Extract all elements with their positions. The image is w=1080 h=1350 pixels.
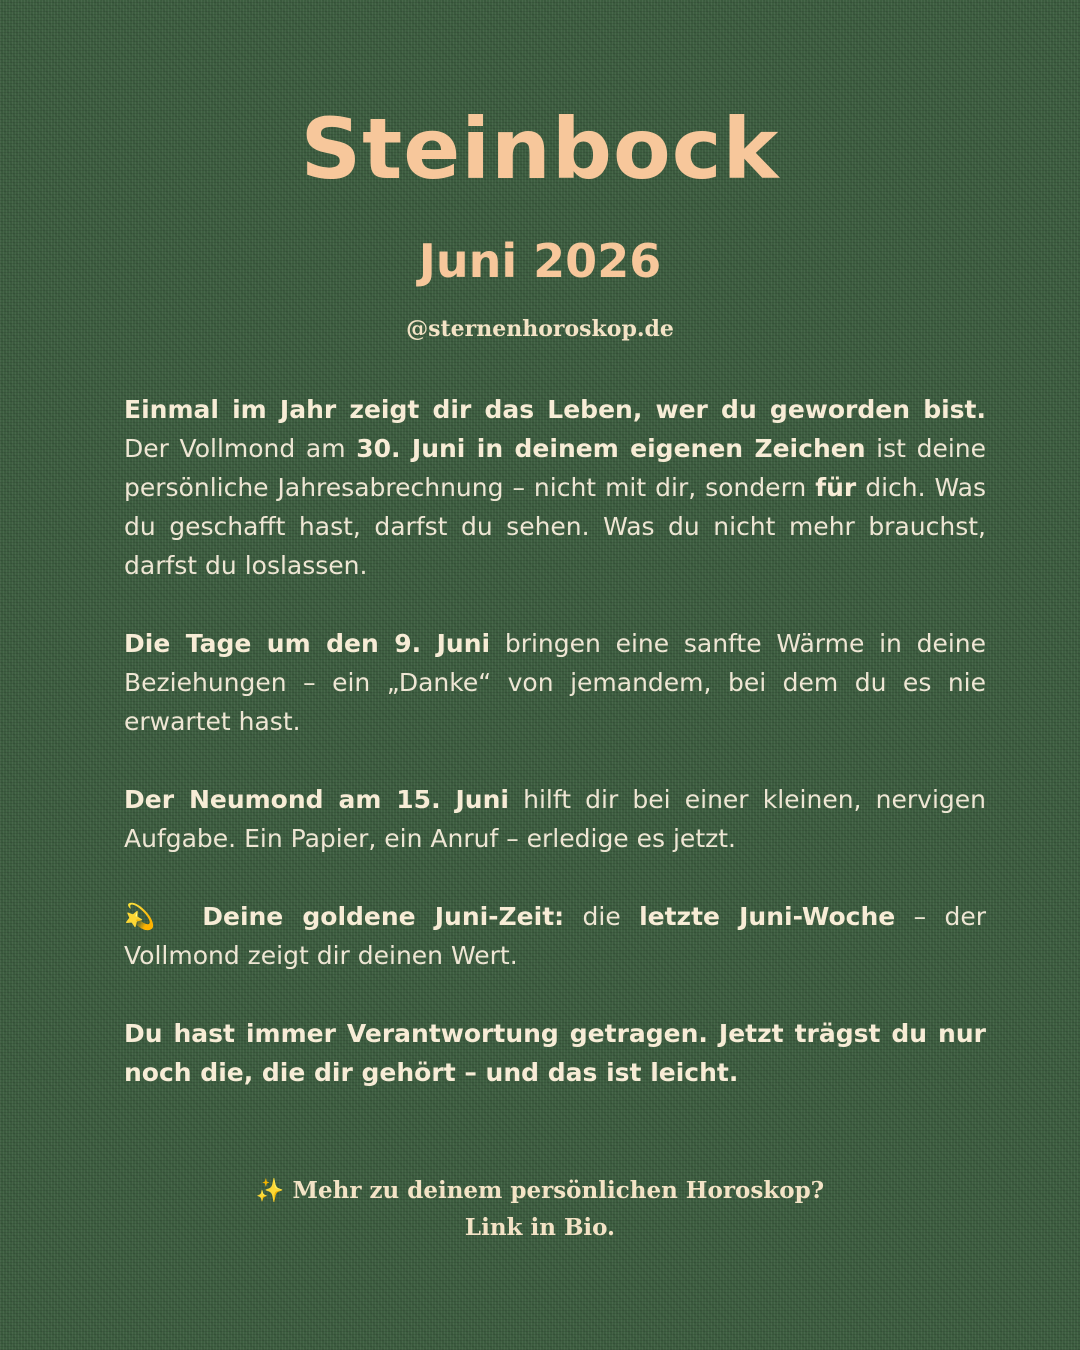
- call-to-action: [0, 1172, 1080, 1246]
- body-text-span: hilft dir bei einer kleinen, nervigen Aufgabe. Ein Papier, ein Anruf – erledige es jetzt.: [124, 785, 986, 853]
- body-text-span: Der Vollmond am: [124, 434, 357, 463]
- highlight-text: für: [815, 473, 857, 502]
- paragraph-closing: [124, 1014, 986, 1092]
- cta-line-2: Link in Bio.: [464, 1214, 616, 1241]
- body-text-span: dich. Was du geschafft hast, darfst du sehen. Was du nicht mehr brauchst, darfst du loslassen.: [124, 473, 986, 580]
- paragraph-new-moon: [124, 780, 986, 858]
- paragraph-june-9: [124, 624, 986, 741]
- sparkle-dizzy-icon: 💫: [124, 902, 166, 931]
- cta-text: Mehr zu deinem persönlichen Horoskop?: [292, 1177, 825, 1204]
- body-text-span: – der Vollmond zeigt dir deinen Wert.: [124, 902, 986, 970]
- highlight-text: 30. Juni in deinem eigenen Zeichen: [356, 434, 866, 463]
- page-title: Steinbock: [300, 100, 780, 198]
- paragraph-full-moon: [124, 390, 986, 585]
- highlight-text: Die Tage um den 9. Juni: [124, 629, 491, 658]
- highlight-text: letzte Juni-Woche: [639, 902, 896, 931]
- month-subtitle: Juni 2026: [418, 234, 662, 288]
- highlight-text: Der Neumond am 15. Juni: [124, 785, 509, 814]
- sparkles-icon: ✨: [255, 1177, 285, 1204]
- highlight-text: Deine goldene Juni-Zeit:: [202, 902, 565, 931]
- horoscope-body: [124, 390, 986, 1131]
- highlight-text: Einmal im Jahr zeigt dir das Leben, wer du geworden bist.: [124, 395, 986, 424]
- paragraph-golden-time: [124, 897, 986, 975]
- account-handle: @sternenhoroskop.de: [406, 316, 674, 342]
- cta-line-1: [0, 1172, 1080, 1209]
- highlight-text: Du hast immer Verantwortung getragen. Jetzt trägst du nur noch die, die dir gehört – und das ist leicht.: [124, 1019, 986, 1087]
- body-text-span: bringen eine sanfte Wärme in deine Beziehungen – ein „Danke“ von jemandem, bei dem du es nie erwartet hast.: [124, 629, 987, 736]
- body-text-span: die: [564, 902, 640, 931]
- body-text-span: ist deine persönliche Jahresabrechnung – nicht mit dir, sondern: [124, 434, 986, 502]
